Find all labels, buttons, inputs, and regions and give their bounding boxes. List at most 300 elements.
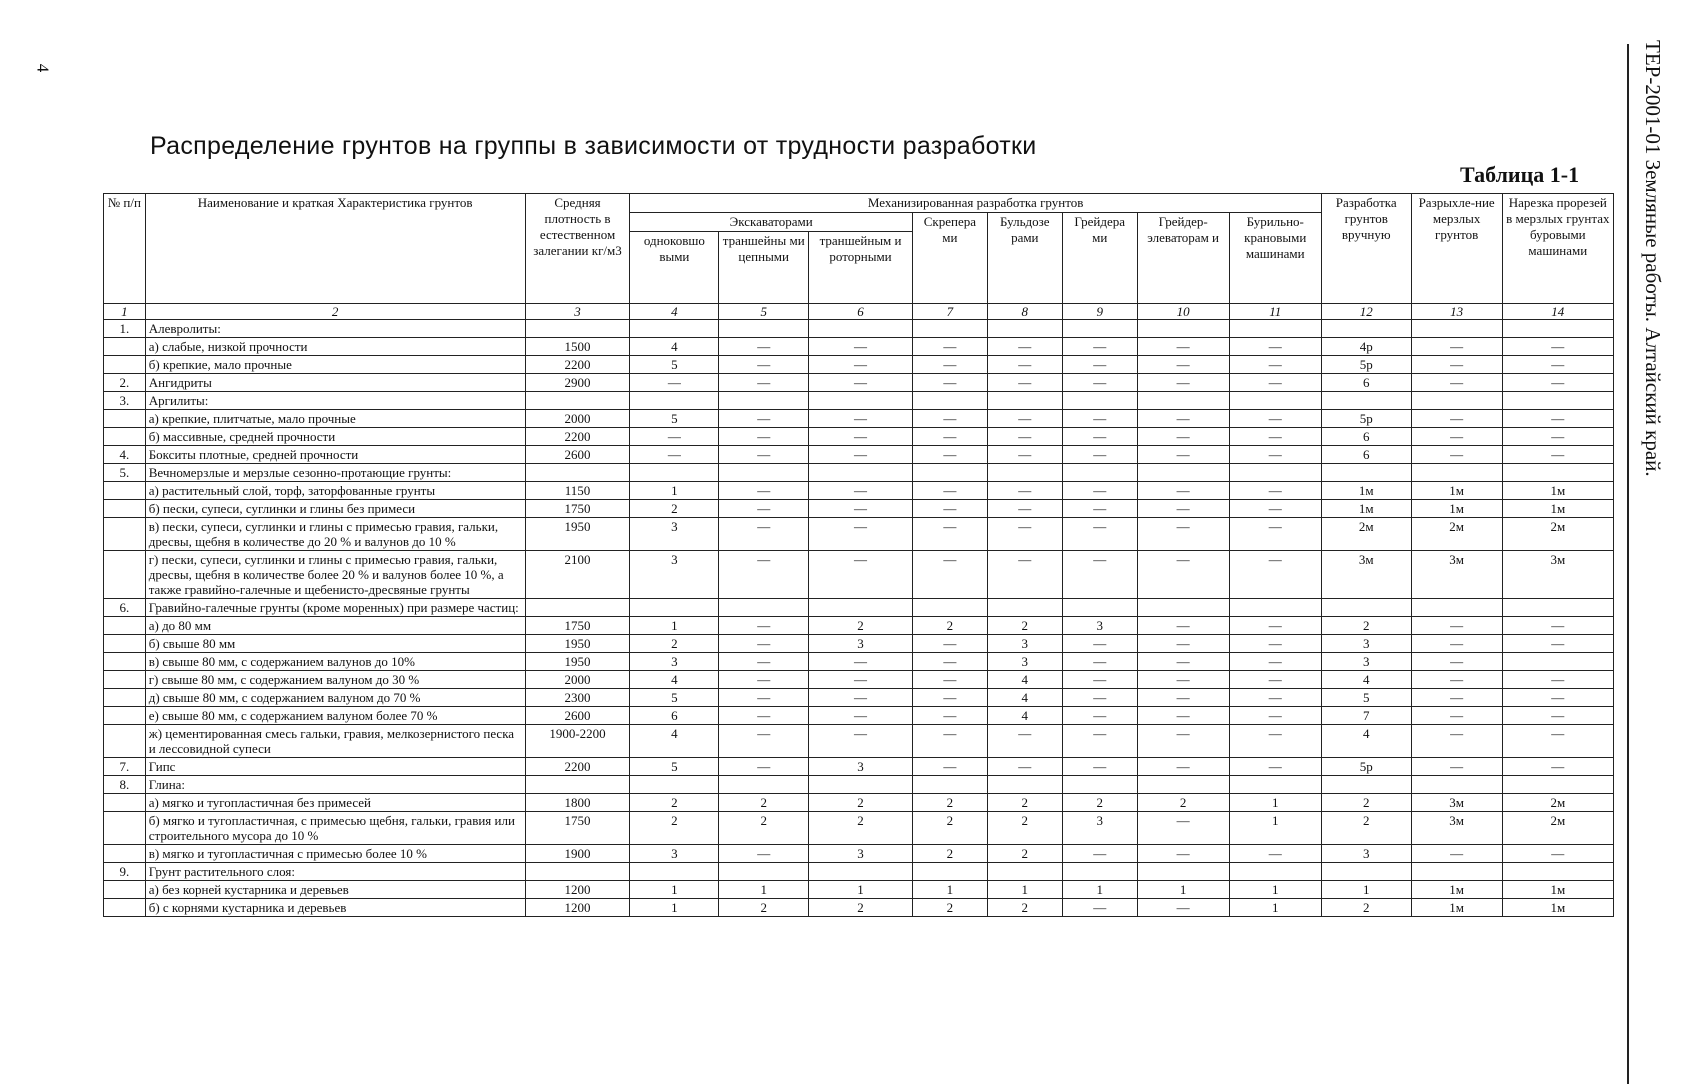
group-cell: —	[719, 482, 809, 500]
table-row	[104, 617, 1614, 635]
group-cell: —	[1229, 689, 1321, 707]
soil-name: а) без корней кустарника и деревьев	[145, 881, 525, 899]
group-cell: —	[809, 653, 913, 671]
table-label: Таблица 1-1	[1460, 162, 1580, 187]
group-cell	[719, 464, 809, 482]
group-cell: —	[1229, 518, 1321, 551]
row-number	[104, 551, 146, 599]
group-cell	[630, 320, 719, 338]
density-cell: 2600	[525, 446, 630, 464]
header-excavators: Экскаваторами	[630, 213, 912, 232]
column-number: 7	[912, 304, 987, 320]
group-cell	[1321, 392, 1411, 410]
table-row	[104, 899, 1614, 917]
group-cell	[1137, 464, 1229, 482]
group-cell: 1	[1062, 881, 1137, 899]
group-cell: —	[1062, 518, 1137, 551]
row-number	[104, 617, 146, 635]
header-drill-cranes: Бурильно-крановыми машинами	[1229, 213, 1321, 304]
group-cell: —	[719, 617, 809, 635]
group-cell	[1411, 464, 1502, 482]
group-cell: 5р	[1321, 410, 1411, 428]
group-cell: 2	[630, 635, 719, 653]
group-cell: 2	[719, 794, 809, 812]
density-cell: 1750	[525, 500, 630, 518]
group-cell	[1137, 320, 1229, 338]
group-cell: —	[719, 428, 809, 446]
group-cell: —	[912, 689, 987, 707]
group-cell	[912, 863, 987, 881]
group-cell: 3	[1062, 617, 1137, 635]
column-number: 1	[104, 304, 146, 320]
group-cell	[719, 392, 809, 410]
group-cell	[1062, 320, 1137, 338]
table-row	[104, 482, 1614, 500]
group-cell: —	[809, 500, 913, 518]
group-cell: 2	[912, 899, 987, 917]
group-cell: 3	[1321, 653, 1411, 671]
group-cell: —	[1137, 356, 1229, 374]
row-number	[104, 410, 146, 428]
group-cell: —	[1411, 758, 1502, 776]
group-cell: 4	[630, 671, 719, 689]
row-number	[104, 899, 146, 917]
group-cell: —	[1229, 500, 1321, 518]
table-row	[104, 845, 1614, 863]
soil-name: д) свыше 80 мм, с содержанием валуном до 70 %	[145, 689, 525, 707]
header-loosening: Разрыхле-ние мерзлых грунтов	[1411, 194, 1502, 304]
group-cell: —	[1137, 500, 1229, 518]
group-cell: —	[809, 671, 913, 689]
group-cell: —	[1411, 617, 1502, 635]
group-cell: —	[1502, 725, 1613, 758]
group-cell	[912, 392, 987, 410]
group-cell: —	[987, 338, 1062, 356]
group-cell: —	[1229, 671, 1321, 689]
group-cell: —	[1502, 689, 1613, 707]
group-cell: 1	[630, 617, 719, 635]
density-cell: 2900	[525, 374, 630, 392]
group-cell: —	[1137, 551, 1229, 599]
density-cell: 1800	[525, 794, 630, 812]
group-cell	[630, 464, 719, 482]
group-cell: —	[1137, 338, 1229, 356]
group-cell: —	[1062, 446, 1137, 464]
group-cell: —	[1411, 410, 1502, 428]
group-cell	[1062, 863, 1137, 881]
group-cell: —	[1062, 410, 1137, 428]
group-cell	[630, 776, 719, 794]
group-cell: —	[719, 500, 809, 518]
group-cell	[1411, 392, 1502, 410]
group-cell	[1229, 320, 1321, 338]
soil-name: а) слабые, низкой прочности	[145, 338, 525, 356]
header-cutting: Нарезка прорезей в мерзлых грунтах буровыми машинами	[1502, 194, 1613, 304]
group-cell: 2	[630, 500, 719, 518]
soil-name: б) пески, супеси, суглинки и глины без примеси	[145, 500, 525, 518]
group-cell: —	[1229, 374, 1321, 392]
group-cell: —	[1137, 410, 1229, 428]
header-density: Средняя плотность в естественном залегании кг/м3	[525, 194, 630, 304]
group-cell	[912, 320, 987, 338]
column-number: 11	[1229, 304, 1321, 320]
group-cell: —	[1062, 635, 1137, 653]
group-cell	[719, 599, 809, 617]
group-cell	[1502, 863, 1613, 881]
density-cell	[525, 464, 630, 482]
group-cell: 1м	[1411, 881, 1502, 899]
group-cell: —	[1411, 356, 1502, 374]
group-cell: 2	[809, 617, 913, 635]
group-cell: —	[719, 374, 809, 392]
group-cell: —	[809, 374, 913, 392]
group-cell: —	[1229, 707, 1321, 725]
density-cell	[525, 863, 630, 881]
group-cell: —	[1137, 707, 1229, 725]
group-cell	[1502, 599, 1613, 617]
group-cell	[1411, 320, 1502, 338]
page-title: Распределение грунтов на группы в зависимости от трудности разработки	[150, 132, 1037, 160]
group-cell: —	[1229, 653, 1321, 671]
table-row	[104, 320, 1614, 338]
group-cell: 1м	[1321, 482, 1411, 500]
row-number	[104, 845, 146, 863]
group-cell: 1м	[1502, 899, 1613, 917]
group-cell: —	[912, 635, 987, 653]
density-cell	[525, 320, 630, 338]
group-cell: 6	[1321, 428, 1411, 446]
density-cell: 2100	[525, 551, 630, 599]
group-cell: —	[719, 758, 809, 776]
soil-name: г) свыше 80 мм, с содержанием валуном до 30 %	[145, 671, 525, 689]
density-cell: 2000	[525, 671, 630, 689]
group-cell: 1	[809, 881, 913, 899]
column-number: 4	[630, 304, 719, 320]
group-cell: —	[912, 707, 987, 725]
group-cell: 3	[1321, 635, 1411, 653]
group-cell: 3	[987, 635, 1062, 653]
group-cell	[809, 320, 913, 338]
group-cell: —	[1411, 689, 1502, 707]
group-cell: 5	[1321, 689, 1411, 707]
density-cell: 1950	[525, 518, 630, 551]
group-cell: —	[1502, 356, 1613, 374]
group-cell: —	[1062, 689, 1137, 707]
group-cell: —	[630, 428, 719, 446]
header-scrapers: Скрепера ми	[912, 213, 987, 304]
soil-name: а) крепкие, плитчатые, мало прочные	[145, 410, 525, 428]
group-cell: —	[1411, 374, 1502, 392]
group-cell: —	[719, 635, 809, 653]
group-cell	[1502, 320, 1613, 338]
column-number: 6	[809, 304, 913, 320]
group-cell: 1	[719, 881, 809, 899]
group-cell: —	[719, 356, 809, 374]
group-cell: 2	[912, 812, 987, 845]
group-cell: —	[809, 689, 913, 707]
group-cell	[630, 863, 719, 881]
group-cell: —	[1229, 617, 1321, 635]
group-cell: —	[630, 446, 719, 464]
group-cell: 2	[1321, 812, 1411, 845]
group-cell: —	[1502, 338, 1613, 356]
table-row	[104, 392, 1614, 410]
group-cell: 3м	[1411, 812, 1502, 845]
group-cell	[1229, 776, 1321, 794]
group-cell: 2	[987, 899, 1062, 917]
density-cell: 2200	[525, 356, 630, 374]
group-cell: 2	[912, 845, 987, 863]
group-cell: 1	[630, 899, 719, 917]
group-cell: —	[719, 446, 809, 464]
group-cell: —	[1411, 653, 1502, 671]
column-number: 12	[1321, 304, 1411, 320]
scan-gap	[920, 1045, 1030, 1075]
group-cell: —	[1062, 758, 1137, 776]
group-cell: —	[1062, 500, 1137, 518]
group-cell: 3	[630, 845, 719, 863]
column-number: 8	[987, 304, 1062, 320]
column-number-row	[104, 304, 1614, 320]
soil-name: Глина:	[145, 776, 525, 794]
group-cell: 5	[630, 410, 719, 428]
group-cell	[1321, 776, 1411, 794]
soil-name: в) пески, супеси, суглинки и глины с примесью гравия, гальки, дресвы, щебня в количестве до 20 % и валунов до 10 %	[145, 518, 525, 551]
group-cell: —	[1229, 551, 1321, 599]
group-cell	[987, 776, 1062, 794]
group-cell	[1229, 464, 1321, 482]
group-cell: —	[1502, 671, 1613, 689]
group-cell: —	[1502, 635, 1613, 653]
group-cell	[1137, 392, 1229, 410]
table-row	[104, 635, 1614, 653]
group-cell: —	[1062, 653, 1137, 671]
soil-name: е) свыше 80 мм, с содержанием валуном более 70 %	[145, 707, 525, 725]
group-cell: 2	[1321, 899, 1411, 917]
group-cell: 1	[1229, 794, 1321, 812]
side-caption-text: ТЕР-2001-01 Земляные работы. Алтайский край.	[1641, 40, 1665, 477]
row-number: 3.	[104, 392, 146, 410]
group-cell: 2	[912, 794, 987, 812]
group-cell: 6	[630, 707, 719, 725]
soil-name: а) растительный слой, торф, заторфованные грунты	[145, 482, 525, 500]
group-cell: —	[1137, 689, 1229, 707]
soil-name: Вечномерзлые и мерзлые сезонно-протающие грунты:	[145, 464, 525, 482]
group-cell: —	[912, 446, 987, 464]
group-cell	[1321, 599, 1411, 617]
group-cell: —	[912, 374, 987, 392]
row-number: 5.	[104, 464, 146, 482]
group-cell: —	[719, 338, 809, 356]
table-row	[104, 599, 1614, 617]
group-cell	[1137, 776, 1229, 794]
group-cell: —	[719, 518, 809, 551]
soil-name: а) мягко и тугопластичная без примесей	[145, 794, 525, 812]
group-cell: 1	[1137, 881, 1229, 899]
page-number: 4	[33, 63, 53, 73]
group-cell: 3	[987, 653, 1062, 671]
group-cell: 1	[912, 881, 987, 899]
group-cell: —	[987, 551, 1062, 599]
group-cell	[1502, 776, 1613, 794]
group-cell: —	[1411, 671, 1502, 689]
group-cell: —	[1411, 845, 1502, 863]
group-cell	[1229, 599, 1321, 617]
group-cell	[1411, 863, 1502, 881]
density-cell	[525, 776, 630, 794]
group-cell	[1411, 599, 1502, 617]
group-cell: —	[1137, 617, 1229, 635]
group-cell	[1321, 464, 1411, 482]
group-cell: —	[1229, 482, 1321, 500]
table-row	[104, 758, 1614, 776]
table-row	[104, 689, 1614, 707]
row-number	[104, 794, 146, 812]
group-cell: —	[719, 551, 809, 599]
column-number: 10	[1137, 304, 1229, 320]
group-cell: —	[1502, 617, 1613, 635]
row-number	[104, 881, 146, 899]
group-cell: —	[1062, 551, 1137, 599]
group-cell: —	[1229, 428, 1321, 446]
group-cell: —	[1137, 653, 1229, 671]
group-cell: 2м	[1411, 518, 1502, 551]
group-cell: 5р	[1321, 356, 1411, 374]
group-cell: 3м	[1411, 794, 1502, 812]
group-cell: 4	[987, 707, 1062, 725]
soil-name: ж) цементированная смесь гальки, гравия, мелкозернистого песка и лессовидной супеси	[145, 725, 525, 758]
group-cell: 5р	[1321, 758, 1411, 776]
density-cell	[525, 599, 630, 617]
header-single-bucket: одноковшо выми	[630, 232, 719, 304]
group-cell: 1м	[1411, 899, 1502, 917]
row-number	[104, 689, 146, 707]
table-row	[104, 518, 1614, 551]
table-row	[104, 776, 1614, 794]
density-cell: 2000	[525, 410, 630, 428]
header-trench-chain: траншейны ми цепными	[719, 232, 809, 304]
group-cell	[1229, 392, 1321, 410]
soil-name: г) пески, супеси, суглинки и глины с примесью гравия, гальки, дресвы, щебня в количестве более 20 % и валунов более 10 %, а также гравийно-галечные и щебенисто-дресвяные грунты	[145, 551, 525, 599]
header-manual: Разработка грунтов вручную	[1321, 194, 1411, 304]
group-cell	[1411, 776, 1502, 794]
table-row	[104, 881, 1614, 899]
group-cell: —	[987, 500, 1062, 518]
row-number: 1.	[104, 320, 146, 338]
group-cell	[1062, 464, 1137, 482]
density-cell: 1900	[525, 845, 630, 863]
soil-name: Алевролиты:	[145, 320, 525, 338]
group-cell: 2	[809, 812, 913, 845]
row-number	[104, 338, 146, 356]
row-number	[104, 725, 146, 758]
column-number: 5	[719, 304, 809, 320]
group-cell: 6	[1321, 446, 1411, 464]
density-cell: 1750	[525, 617, 630, 635]
group-cell: —	[987, 356, 1062, 374]
group-cell: —	[1229, 356, 1321, 374]
group-cell: 6	[1321, 374, 1411, 392]
group-cell: —	[1502, 428, 1613, 446]
group-cell: —	[1062, 725, 1137, 758]
group-cell	[630, 599, 719, 617]
group-cell: 2м	[1502, 812, 1613, 845]
row-number: 2.	[104, 374, 146, 392]
row-number	[104, 707, 146, 725]
group-cell	[719, 320, 809, 338]
group-cell	[809, 392, 913, 410]
group-cell: —	[987, 758, 1062, 776]
group-cell: —	[912, 725, 987, 758]
group-cell: —	[1411, 446, 1502, 464]
group-cell: —	[719, 725, 809, 758]
group-cell: 1м	[1502, 881, 1613, 899]
group-cell: —	[987, 428, 1062, 446]
group-cell: —	[912, 428, 987, 446]
group-cell: —	[1229, 725, 1321, 758]
group-cell: 1	[630, 881, 719, 899]
group-cell: —	[719, 653, 809, 671]
group-cell: —	[1502, 758, 1613, 776]
group-cell: —	[912, 410, 987, 428]
group-cell: —	[987, 725, 1062, 758]
group-cell: —	[809, 410, 913, 428]
row-number	[104, 500, 146, 518]
group-cell	[1502, 464, 1613, 482]
row-number: 7.	[104, 758, 146, 776]
soil-name: б) с корнями кустарника и деревьев	[145, 899, 525, 917]
density-cell	[525, 392, 630, 410]
table-row	[104, 500, 1614, 518]
group-cell: 4р	[1321, 338, 1411, 356]
soil-name: б) свыше 80 мм	[145, 635, 525, 653]
density-cell: 1200	[525, 881, 630, 899]
group-cell: —	[809, 707, 913, 725]
group-cell: 1м	[1502, 482, 1613, 500]
group-cell: 4	[630, 338, 719, 356]
group-cell: 3	[1321, 845, 1411, 863]
group-cell: —	[912, 482, 987, 500]
group-cell	[987, 599, 1062, 617]
group-cell: —	[1502, 707, 1613, 725]
group-cell: —	[719, 671, 809, 689]
group-cell: 2	[630, 794, 719, 812]
group-cell: —	[809, 446, 913, 464]
group-cell: —	[809, 518, 913, 551]
group-cell: —	[912, 338, 987, 356]
group-cell: —	[1137, 758, 1229, 776]
density-cell: 1500	[525, 338, 630, 356]
group-cell	[719, 776, 809, 794]
column-number: 14	[1502, 304, 1613, 320]
group-cell: 2м	[1502, 518, 1613, 551]
group-cell: 3	[1062, 812, 1137, 845]
group-cell: 3м	[1502, 551, 1613, 599]
group-cell: 3	[809, 758, 913, 776]
group-cell: 2	[987, 794, 1062, 812]
soil-groups-table	[103, 193, 1614, 917]
group-cell: 2	[1062, 794, 1137, 812]
density-cell: 2200	[525, 428, 630, 446]
group-cell: 2	[987, 812, 1062, 845]
group-cell	[1229, 863, 1321, 881]
header-mech: Механизированная разработка грунтов	[630, 194, 1321, 213]
group-cell: —	[719, 845, 809, 863]
group-cell: —	[987, 410, 1062, 428]
side-caption	[1640, 40, 1680, 600]
group-cell	[1137, 599, 1229, 617]
group-cell: —	[1137, 635, 1229, 653]
